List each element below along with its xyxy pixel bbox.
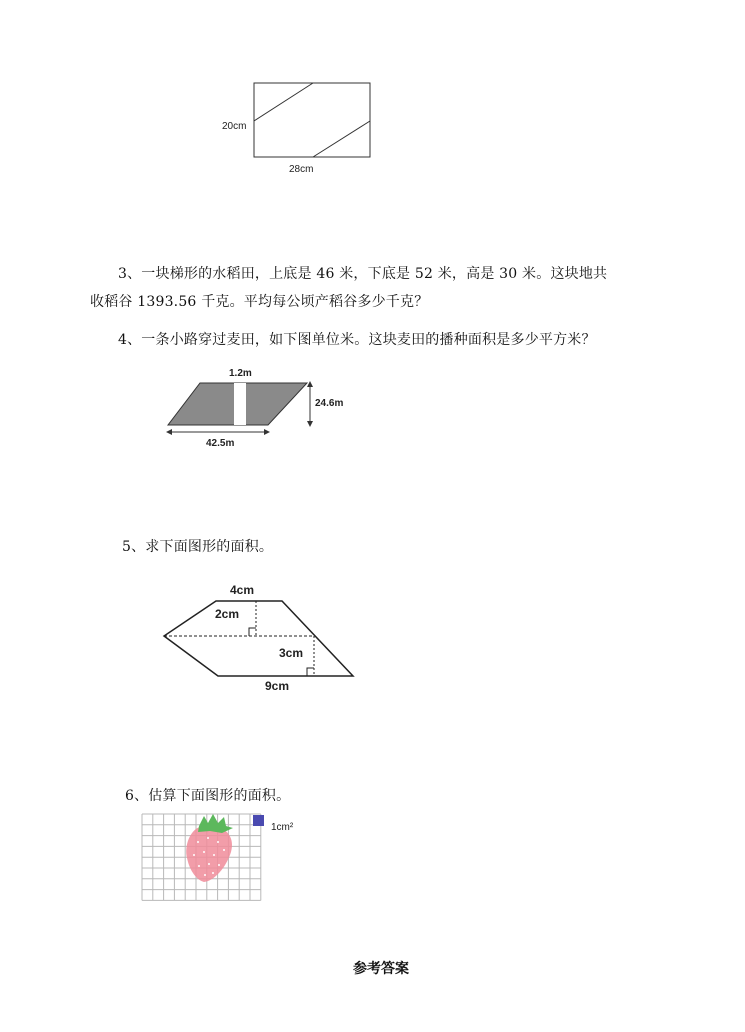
height-arrow-bottom (307, 421, 313, 427)
path-strip (234, 383, 246, 425)
question-5-text: 5、求下面图形的面积。 (122, 539, 274, 555)
field-parallelogram (168, 383, 307, 425)
question-4-text: 4、一条小路穿过麦田，如下图单位米。这块麦田的播种面积是多少平方米？ (118, 332, 596, 348)
upper-right-angle (249, 628, 256, 636)
question-6-text: 6、估算下面图形的面积。 (125, 788, 291, 804)
field-base-label: 42.5m (206, 438, 235, 449)
field-height-label: 24.6m (315, 398, 344, 409)
road-line-left (254, 83, 313, 121)
rect-width-label: 28cm (289, 164, 314, 175)
strawberry-body (186, 826, 232, 882)
base-arrow-right (264, 429, 270, 435)
question-3-line-1: 3、一块梯形的水稻田，上底是 46 米，下底是 52 米，高是 30 米。这块地共 (118, 266, 608, 282)
lower-right-angle (307, 668, 314, 676)
grid-lines (142, 814, 261, 900)
road-line-right (313, 121, 370, 157)
upper-height-label: 2cm (215, 607, 240, 621)
lower-height-label: 3cm (279, 646, 304, 660)
top-length-label: 4cm (230, 583, 255, 597)
rect-height-label: 20cm (222, 121, 247, 132)
question-3-line-2: 收稻谷 1393.56 千克。平均每公顷产稻谷多少千克？ (90, 294, 429, 310)
height-arrow-top (307, 381, 313, 387)
strawberry-seeds (193, 837, 225, 876)
unit-square (253, 815, 264, 826)
bottom-length-label: 9cm (265, 679, 290, 693)
base-arrow-left (166, 429, 172, 435)
unit-square-label: 1cm² (271, 822, 294, 833)
strawberry-leaves (198, 814, 233, 833)
shape-outline (164, 601, 353, 676)
path-width-label: 1.2m (229, 368, 252, 379)
rectangle-outline (254, 83, 370, 157)
answer-heading: 参考答案 (353, 961, 409, 977)
